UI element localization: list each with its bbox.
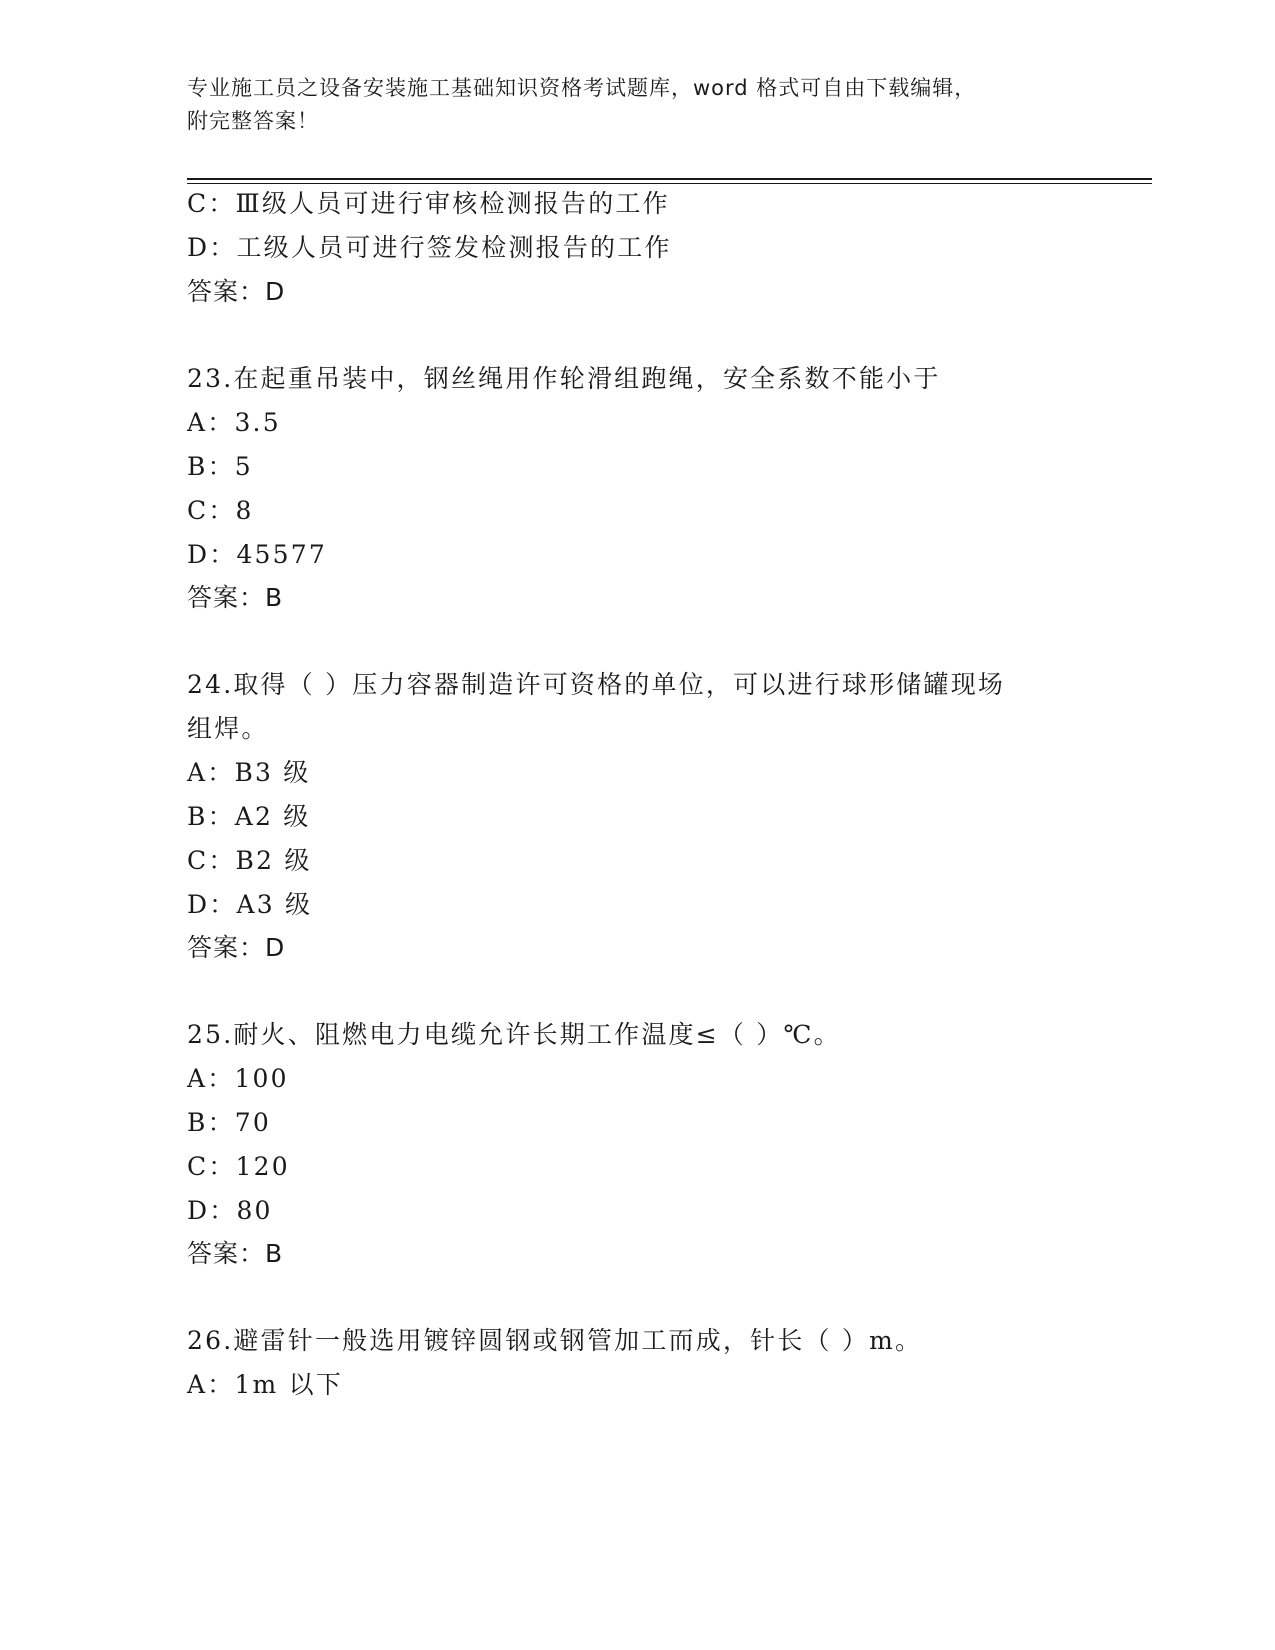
q23-option-b: B：5 — [187, 452, 253, 481]
q23-stem: 23.在起重吊装中，钢丝绳用作轮滑组跑绳，安全系数不能小于 — [187, 364, 941, 393]
prev-answer: 答案：D — [187, 277, 286, 306]
q24-option-a: A：B3 级 — [187, 758, 311, 787]
q26-stem: 26.避雷针一般选用镀锌圆钢或钢管加工而成，针长（ ）m。 — [187, 1326, 923, 1355]
q23-option-d: D：45577 — [187, 540, 327, 569]
q26-option-a: A：1m 以下 — [187, 1370, 344, 1399]
q24-option-c: C：B2 级 — [187, 846, 312, 875]
header-title-line-1: 专业施工员之设备安装施工基础知识资格考试题库，word 格式可自由下载编辑， — [187, 76, 977, 100]
q24-option-b: B：A2 级 — [187, 802, 311, 831]
header-title-line-2: 附完整答案！ — [187, 109, 319, 133]
q25-answer: 答案：B — [187, 1239, 284, 1268]
q23-option-a: A：3.5 — [187, 408, 281, 437]
q25-stem: 25.耐火、阻燃电力电缆允许长期工作温度≤（ ）℃。 — [187, 1020, 841, 1049]
q24-stem-line-1: 24.取得（ ）压力容器制造许可资格的单位，可以进行球形储罐现场 — [187, 670, 1006, 699]
prev-option-c: C：Ⅲ级人员可进行审核检测报告的工作 — [187, 189, 670, 218]
q23-answer: 答案：B — [187, 583, 284, 612]
prev-option-d: D：工级人员可进行签发检测报告的工作 — [187, 233, 672, 262]
header-divider-thick — [187, 178, 1152, 180]
q24-stem-line-2: 组焊。 — [187, 714, 269, 743]
q25-option-b: B：70 — [187, 1108, 271, 1137]
q25-option-d: D：80 — [187, 1196, 273, 1225]
header-divider-thin — [187, 183, 1152, 184]
q25-option-c: C：120 — [187, 1152, 290, 1181]
q25-option-a: A：100 — [187, 1064, 289, 1093]
q23-option-c: C：8 — [187, 496, 254, 525]
document-header — [187, 72, 1067, 138]
q24-option-d: D：A3 级 — [187, 890, 313, 919]
q24-answer: 答案：D — [187, 933, 286, 962]
